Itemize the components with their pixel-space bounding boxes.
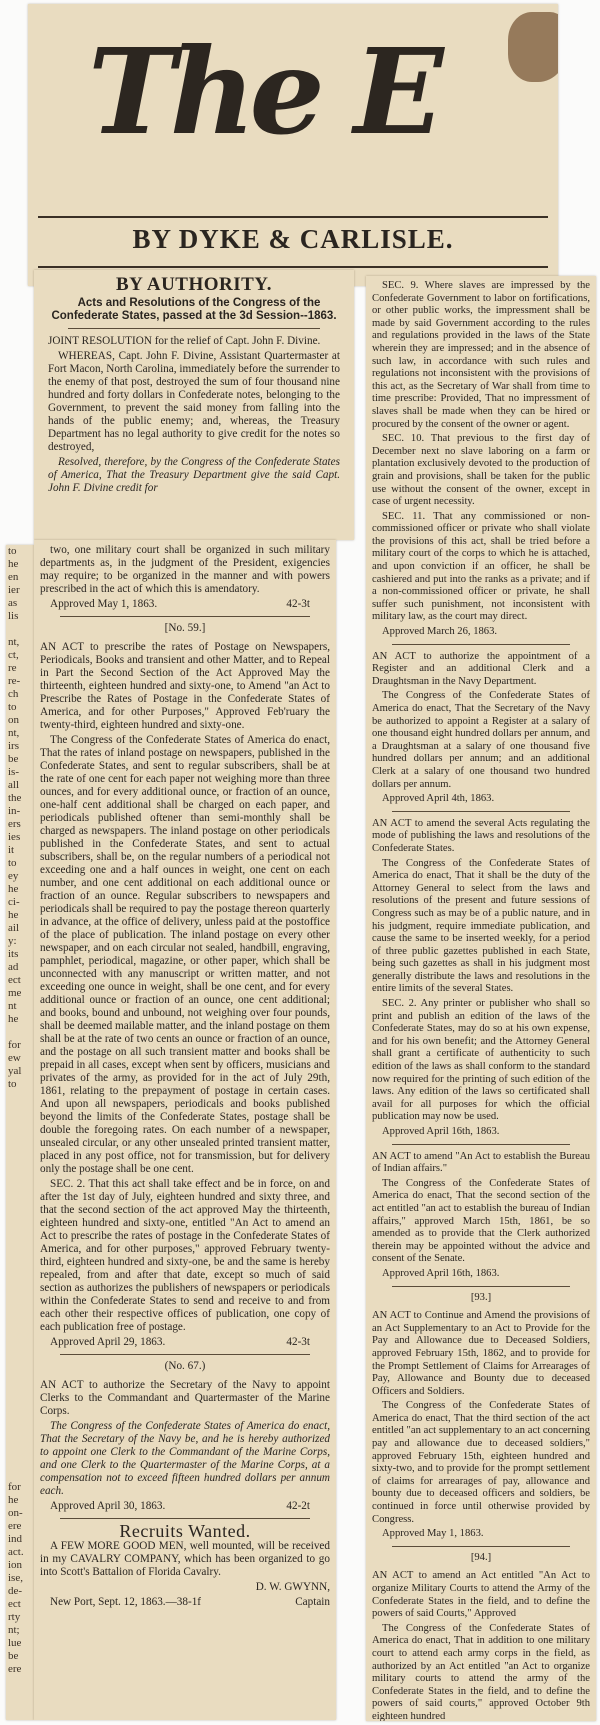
act-number-67: (No. 67.): [164, 1360, 206, 1372]
left-fragment-line: lue: [8, 1637, 22, 1649]
left-fragment-line: [8, 1169, 32, 1182]
left-fragment-line: ind: [8, 1533, 23, 1545]
resolution-body: WHEREAS, Capt. John F. Divine, Assistant Quartermaster at Fort Macon, North Carolina, immediately before the surrender to the enemy of that post, destroyed the sum of four thousand nine hundred and forty dollars in Confederate notes, belonging to the Government, to prevent the said money from falling into the hands of the public enemy; and, whereas, the Treasury Department has no legal authority to give credit for the notes so destroyed,: [48, 350, 340, 453]
left-fragment-line: he: [8, 1494, 19, 1506]
left-fragment-line: ey: [8, 870, 19, 882]
act-number-93: [93.]: [470, 1291, 492, 1303]
left-fragment-line: nt,: [8, 727, 20, 739]
left-fragment-line: be: [8, 1650, 19, 1662]
left-fragment-line: [8, 1208, 32, 1221]
left-fragment-line: ad: [8, 961, 19, 973]
act-67-title: AN ACT to authorize the Secretary of the Navy to appoint Clerks to the Commandant and Quartermaster of the Marine Corps.: [40, 1379, 330, 1417]
act-a-body: The Congress of the Confederate States of America do enact, That the Secretary of the Navy be authorized to appoint a Register at a salary of one thousand eight hundred dollars per annum, and a Draughtsman at a salary of one thousand five hundred dollars per annum; and an additional Clerk at a salary of one thousand two hundred dollars per annum.: [372, 690, 590, 790]
act-67-approved-text: Approved April 30, 1863.: [50, 1500, 166, 1512]
recruits-name: D. W. GWYNN,: [255, 1581, 330, 1593]
left-fragment-line: to: [8, 857, 17, 869]
act-59-body: The Congress of the Confederate States of America do enact, That the rates of inland postage on newspapers, published in the Confederate States, and sent to regular subscribers, shall be at the rate of one cent for each paper not weighing more than three ounces, and for every additional ounce, or fraction of an ounce, one-half cent additional shall be charged on each paper, and periodicals published oftener than semi-monthly shall be charged as newspapers. The inland postage on other periodicals published in the Confederate States, and sent to actual subscribers, shall be, on the regular numbers of a periodical not exceeding one and a half ounces in weight, one cent on each number, and one cent additional on each additional ounce or fraction of an ounce. Regular subscribers to newspapers and periodicals shall be required to pay the postage thereon quarterly in advance, at the office of delivery, unless paid at the postoffice of the place of publication. The inland postage on every other newspaper, and on each circular not sealed, handbill, engraving, pamphlet, periodical, magazine, or other paper, which shall be unconnected with any manuscript or written matter, and not exceeding one ounce in weight, shall be one cent, and for every additional ounce or fraction of an ounce, one cent additional; and books, bound and unbound, not weighing over four pounds, shall be deemed mailable matter, and the inland postage on them shall be at the rate of two cents an ounce or fraction of an ounce, and the postage on all such transient matter and books shall be prepaid in all cases, except when sent by officers, musicians and privates of the army, as provided for in the act of July 29th, 1861, relating to the prepayment of postage in certain cases. And upon all newspapers, periodicals and books published beyond the limits of the Confederate States, postage shall be double the foregoing rates. On each number of a newspaper, unsealed circular, or any other unsealed printed transient matter, placed in any post office, not for transmission, but for delivery only the postage shall be one cent.: [40, 734, 330, 1175]
left-fragment-line: [8, 1338, 32, 1351]
right-column-clipping: [366, 276, 596, 1721]
left-fragment-line: [8, 1442, 32, 1455]
left-fragment-line: de-: [8, 1585, 23, 1597]
left-fragment-line: re-: [8, 675, 21, 687]
divider: [60, 1518, 310, 1519]
fragment-approved: [40, 598, 330, 611]
left-fragment-line: ion: [8, 1559, 23, 1571]
left-fragment-line: re: [8, 662, 17, 674]
left-fragment-line: lis: [8, 610, 19, 622]
act-59-sec2: SEC. 2. That this act shall take effect and be in force, on and after the 1st day of July, eighteen hundred and sixty three, and that the second section of the act approved May the thirteenth, eighteen hundred and sixty-one, entitled "An Act to amend an Act to prescribe the rates of postage in the Confederate States of America, and for other purposes," approved February twenty-third, eighteen hundred and sixty-one, be and the same is hereby repealed, from and after that date, except so much of said section as authorizes the publishers of newspapers or periodicals within the Confederate States to send and receive to and from each other their respective offices of publication, one copy of each publication free of postage.: [40, 1178, 330, 1333]
act-e-body: The Congress of the Confederate States of America do enact, That in addition to one military court to attend each army corps in the field, as authorized by an Act entitled "an Act to organize military courts to attend the army of the Confederate States in the field, and to define the powers of said courts," approved October 9th eighteen hundred: [372, 1622, 590, 1721]
left-fragment-line: ies: [8, 831, 21, 843]
left-fragment-line: in-: [8, 805, 21, 817]
left-fragment-clipping: [6, 545, 34, 1720]
divider: [60, 616, 310, 617]
left-fragment-line: the: [8, 792, 22, 804]
authority-clipping: [34, 270, 354, 540]
sec11-text: SEC. 11. That any commissioned or non-commissioned officer or private who shall violate the provisions of this act, shall be tried before a military court of the corps to which he is attached, and upon conviction if an officer, he shall be cashiered and put into the ranks as a private; and if a non-commissioned officer or private, he shall suffer such punishment, not inconsistent with military law, as the court may direct.: [372, 510, 590, 623]
fragment-approved-text: Approved May 1, 1863.: [50, 598, 158, 610]
left-fragment-line: is-: [8, 766, 19, 778]
left-fragment-line: ect: [8, 1598, 21, 1610]
left-fragment-line: he: [8, 1013, 19, 1025]
left-fragment-line: [8, 1377, 32, 1390]
left-fragment-line: he: [8, 883, 19, 895]
left-fragment-line: [8, 1429, 32, 1442]
ink-blot: [508, 12, 558, 82]
divider: [392, 644, 570, 645]
left-fragment-line: as: [8, 597, 18, 609]
divider: [392, 1546, 570, 1547]
left-fragment-line: [8, 1468, 32, 1481]
left-fragment-line: [8, 1091, 32, 1104]
act-b-sec2: SEC. 2. Any printer or publisher who shall so print and publish an edition of the laws of the Confederate States, may do so at his own expense, and for his own benefit; and the Attorney General shall grant a certificate of authenticity to such edition of the laws as shall conform to the standard now required for the printing of such edition of the laws. Any edition of the laws so certificated shall avail for all purposes for which the official publication may now be used.: [372, 998, 590, 1123]
left-fragment-line: all: [8, 779, 19, 791]
act-59-code: 42-3t: [286, 1336, 310, 1348]
left-fragment-line: [8, 1195, 32, 1208]
left-fragment-line: [8, 1325, 32, 1338]
left-fragment-line: ct,: [8, 649, 19, 661]
masthead-rule-bottom: [38, 266, 548, 268]
divider: [392, 811, 570, 812]
act-c-title: AN ACT to amend "An Act to establish the Bureau of Indian affairs.": [372, 1150, 590, 1175]
act-number-94: [94.]: [470, 1551, 492, 1563]
left-fragment-line: [8, 1299, 32, 1312]
act-b-approved: Approved April 16th, 1863.: [382, 1126, 500, 1137]
left-fragment-line: [8, 1234, 32, 1247]
newspaper-title: The E: [88, 22, 438, 161]
act-d-approved: Approved May 1, 1863.: [382, 1528, 484, 1540]
left-fragment-line: ect: [8, 974, 21, 986]
left-fragment-line: its: [8, 948, 19, 960]
recruits-footer: [40, 1596, 330, 1609]
left-fragment-line: ier: [8, 584, 20, 596]
left-fragment-line: [8, 623, 32, 636]
left-fragment-line: ci-: [8, 896, 20, 908]
act-c-body: The Congress of the Confederate States of America do enact, That the second section of the act entitled "an act to establish the bureau of Indian affairs," approved March 15th, 1861, be so amended as to provide that the Clerk authorized therein may be appointed without the advice and consent of the Senate.: [372, 1177, 590, 1265]
byline: BY DYKE & CARLISLE.: [132, 224, 454, 254]
left-fragment-line: yal: [8, 1065, 22, 1077]
resolution-title: JOINT RESOLUTION for the relief of Capt. John F. Divine.: [48, 335, 321, 347]
left-fragment-line: [8, 1312, 32, 1325]
recruits-place: New Port, Sept. 12, 1863.—38-1f: [50, 1596, 202, 1608]
act-59-approved-text: Approved April 29, 1863.: [50, 1336, 166, 1348]
masthead-rule-top: [38, 216, 548, 218]
left-fragment-line: [8, 1260, 32, 1273]
fragment-code: 42-3t: [286, 598, 310, 610]
resolution-resolved: Resolved, therefore, by the Congress of the Confederate States of America, That the Treasury Department give the said Capt. John F. Divine credit for: [48, 456, 340, 494]
left-fragment-line: [8, 1156, 32, 1169]
sec11-approved: Approved March 26, 1863.: [382, 626, 498, 638]
left-fragment-line: [8, 1130, 32, 1143]
masthead-clipping: [28, 4, 558, 286]
left-fragment-line: [8, 1273, 32, 1286]
divider: [60, 1354, 310, 1355]
left-fragment-line: on: [8, 714, 19, 726]
act-59-title: AN ACT to prescribe the rates of Postage on Newspapers, Periodicals, Books and transient and other Matter, and to Repeal in Part the Second Section of the Act Approved May the thirteenth, eighteen hundred and sixty-one, to Amend "an Act to Prescribe the Rates of Postage in the Confederate States of America, and for other Purposes," Approved Feb'ruary the twenty-third, eighteen hundred and sixty-one.: [40, 641, 330, 731]
divider: [68, 328, 320, 329]
left-fragment-line: for: [8, 1481, 21, 1493]
left-fragment-line: nt: [8, 1000, 17, 1012]
left-fragment-line: to: [8, 1078, 17, 1090]
left-fragment-line: [8, 1247, 32, 1260]
divider: [392, 1286, 570, 1287]
act-a-approved: Approved April 4th, 1863.: [382, 793, 495, 805]
left-fragment-line: ise,: [8, 1572, 23, 1584]
left-fragment-line: [8, 1364, 32, 1377]
left-fragment-line: [8, 1026, 32, 1039]
act-67-code: 42-2t: [286, 1500, 310, 1512]
left-fragment-line: act.: [8, 1546, 24, 1558]
recruits-body: A FEW MORE GOOD MEN, well mounted, will be received in my CAVALRY COMPANY, which has been organized to go into Scott's Battalion of Florida Cavalry.: [40, 1540, 330, 1578]
left-fragment-line: ere: [8, 1663, 22, 1675]
left-fragment-line: [8, 1104, 32, 1117]
sec10-text: SEC. 10. That previous to the first day of December next no slave laboring on a farm or plantation exclusively devoted to the production of grain and provisions, shall be taken for the public use without the consent of the owner, except in case of urgent necessity.: [372, 433, 590, 508]
left-fragment-line: [8, 1390, 32, 1403]
act-59-approved: [40, 1336, 330, 1349]
left-fragment-line: rty: [8, 1611, 21, 1623]
left-fragment-line: be: [8, 753, 19, 765]
act-67-body: The Congress of the Confederate States of America do enact, That the Secretary of the Navy be, and he is hereby authorized to appoint one Clerk to the Commandant of the Marine Corps, and one Clerk to the Quartermaster of the Marine Corps, at a compensation not to exceed fifteen hundred dollars per annum each.: [40, 1420, 330, 1497]
left-fragment-line: nt;: [8, 1624, 20, 1636]
left-fragment-line: it: [8, 844, 15, 856]
left-fragment-line: [8, 1416, 32, 1429]
left-fragment-line: [8, 1455, 32, 1468]
left-fragment-line: [8, 1182, 32, 1195]
left-fragment-line: ch: [8, 688, 19, 700]
act-e-title: AN ACT to amend an Act entitled "An Act to organize Military Courts to attend the Army of the Confederate States in the field, and to define the powers of said Courts," Approved: [372, 1570, 590, 1620]
left-fragment-line: nt,: [8, 636, 20, 648]
left-fragment-line: to: [8, 701, 17, 713]
left-fragment-line: me: [8, 987, 22, 999]
left-fragment-line: [8, 1117, 32, 1130]
left-fragment-line: [8, 1143, 32, 1156]
act-d-body: The Congress of the Confederate States of America do enact, That the third section of the act entitled "an act supplementary to an act concerning pay and allowance due to deceased soldiers," approved February 15th, eighteen hundred and sixty-two, and to provide for the prompt settlement of claims for arrearages of pay, allowance and bounty due to deceased officers and soldiers, be continued in force until otherwise provided by Congress.: [372, 1400, 590, 1525]
left-fragment-line: irs: [8, 740, 19, 752]
left-fragment-line: [8, 1286, 32, 1299]
recruits-rank: Captain: [295, 1596, 330, 1608]
middle-column-clipping: [34, 540, 336, 1720]
recruits-title: Recruits Wanted.: [119, 1521, 251, 1541]
left-fragment-line: for: [8, 1039, 21, 1051]
section-heading: BY AUTHORITY.: [115, 274, 273, 295]
left-fragment-line: ail: [8, 922, 19, 934]
act-b-body: The Congress of the Confederate States of America do enact, That it shall be the duty of the Attorney General to select from the laws and resolutions of the present and future sessions of Congress such as may be of a public nature, and in his judgment, require immediate publication, and cause the same to be inserted weekly, for a period of three public gazettes published in each State, being such gazettes as shall in his judgment most generally distribute the laws and resolutions in the entire limits of the several States.: [372, 857, 590, 995]
act-number-59: [No. 59.]: [164, 622, 206, 634]
section-subheading: Acts and Resolutions of the Congress of the Confederate States, passed at the 3d Session--1863.: [51, 297, 337, 322]
left-fragment-line: he: [8, 909, 19, 921]
left-fragment-line: he: [8, 558, 19, 570]
act-67-approved: [40, 1500, 330, 1513]
act-a-title: AN ACT to authorize the appointment of a Register and an additional Clerk and a Draughtsman in the Navy Department.: [372, 650, 590, 687]
act-c-approved: Approved April 16th, 1863.: [382, 1267, 500, 1279]
left-fragment-line: ere: [8, 1520, 22, 1532]
left-fragment-line: ew: [8, 1052, 21, 1064]
divider: [392, 1144, 570, 1145]
fragment-text: two, one military court shall be organized in such military departments as, in the judgment of the President, exigencies may require; to be organized in the manner and with powers prescribed in the act of which this is amendatory.: [40, 544, 330, 595]
left-fragment-line: [8, 1351, 32, 1364]
act-b-title: AN ACT to amend the several Acts regulating the mode of publishing the laws and resolutions of the Confederate States.: [372, 817, 590, 854]
left-fragment-line: y:: [8, 935, 17, 947]
left-fragment-text: [8, 545, 32, 1676]
left-fragment-line: [8, 1221, 32, 1234]
left-fragment-line: en: [8, 571, 19, 583]
left-fragment-line: [8, 1403, 32, 1416]
left-fragment-line: to: [8, 545, 17, 557]
left-fragment-line: on-: [8, 1507, 23, 1519]
act-d-title: AN ACT to Continue and Amend the provisions of an Act Supplementary to an Act to Provide for the Pay and Allowance due to Deceased Soldiers, approved February 15th, 1862, and to provide for the Prompt Settlement of Claims for Arrearages of Pay, Allowance and Bounty due to deceased Officers and Soldiers.: [372, 1310, 590, 1397]
left-fragment-line: ers: [8, 818, 21, 830]
sec9-text: SEC. 9. Where slaves are impressed by the Confederate Government to labor on fortifications, or other public works, the impressment shall be made by said Government according to the rules and regulations provided in the laws of the State wherein they are impressed; and in the absence of such law, in accordance with such rules and regulations not inconsistent with the provisions of this act, as the Secretary of War shall from time to time prescribe: Provided, That no impressment of slaves shall be made when they can be hired or procured by the consent of the owner or agent.: [372, 280, 590, 430]
